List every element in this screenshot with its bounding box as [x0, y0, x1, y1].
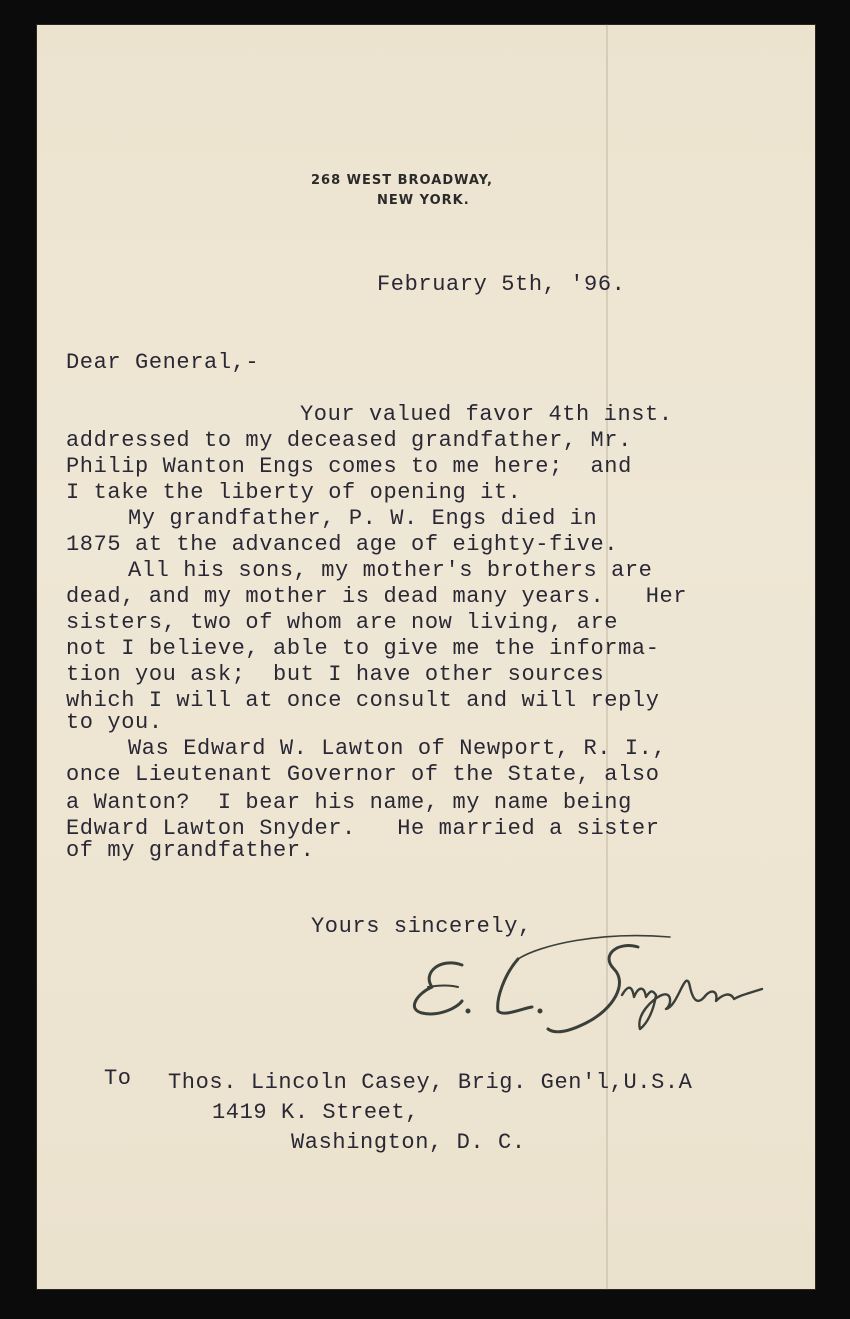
letterhead-street: 268 WEST BROADWAY,: [311, 173, 493, 188]
body-line: dead, and my mother is dead many years. Her: [66, 584, 688, 609]
body-line: addressed to my deceased grandfather, Mr.: [66, 428, 632, 453]
address-line-2: 1419 K. Street,: [212, 1100, 420, 1125]
body-line: Was Edward W. Lawton of Newport, R. I.,: [128, 736, 667, 761]
body-line: once Lieutenant Governor of the State, also: [66, 762, 660, 787]
body-line: which I will at once consult and will reply: [66, 688, 660, 713]
address-line-3: Washington, D. C.: [291, 1130, 526, 1155]
body-line: My grandfather, P. W. Engs died in: [128, 506, 598, 531]
letterhead-city: NEW YORK.: [377, 193, 470, 208]
body-line: of my grandfather.: [66, 838, 315, 863]
body-line: not I believe, able to give me the informa-: [66, 636, 660, 661]
body-line: to you.: [66, 710, 163, 735]
salutation: Dear General,-: [66, 350, 260, 375]
body-line: Philip Wanton Engs comes to me here; and: [66, 454, 632, 479]
address-to-label: To: [104, 1066, 132, 1091]
body-line: All his sons, my mother's brothers are: [128, 558, 653, 583]
body-line: 1875 at the advanced age of eighty-five.: [66, 532, 619, 557]
body-line: Edward Lawton Snyder. He married a sister: [66, 816, 660, 841]
body-line: Your valued favor 4th inst.: [300, 402, 673, 427]
address-line-1: Thos. Lincoln Casey, Brig. Gen'l,U.S.A: [168, 1070, 693, 1095]
letter-date: February 5th, '96.: [377, 272, 626, 297]
body-line: I take the liberty of opening it.: [66, 480, 522, 505]
body-line: a Wanton? I bear his name, my name being: [66, 790, 632, 815]
handwritten-signature: [400, 925, 780, 1045]
body-line: sisters, two of whom are now living, are: [66, 610, 619, 635]
closing: Yours sincerely,: [311, 914, 532, 939]
body-line: tion you ask; but I have other sources: [66, 662, 605, 687]
